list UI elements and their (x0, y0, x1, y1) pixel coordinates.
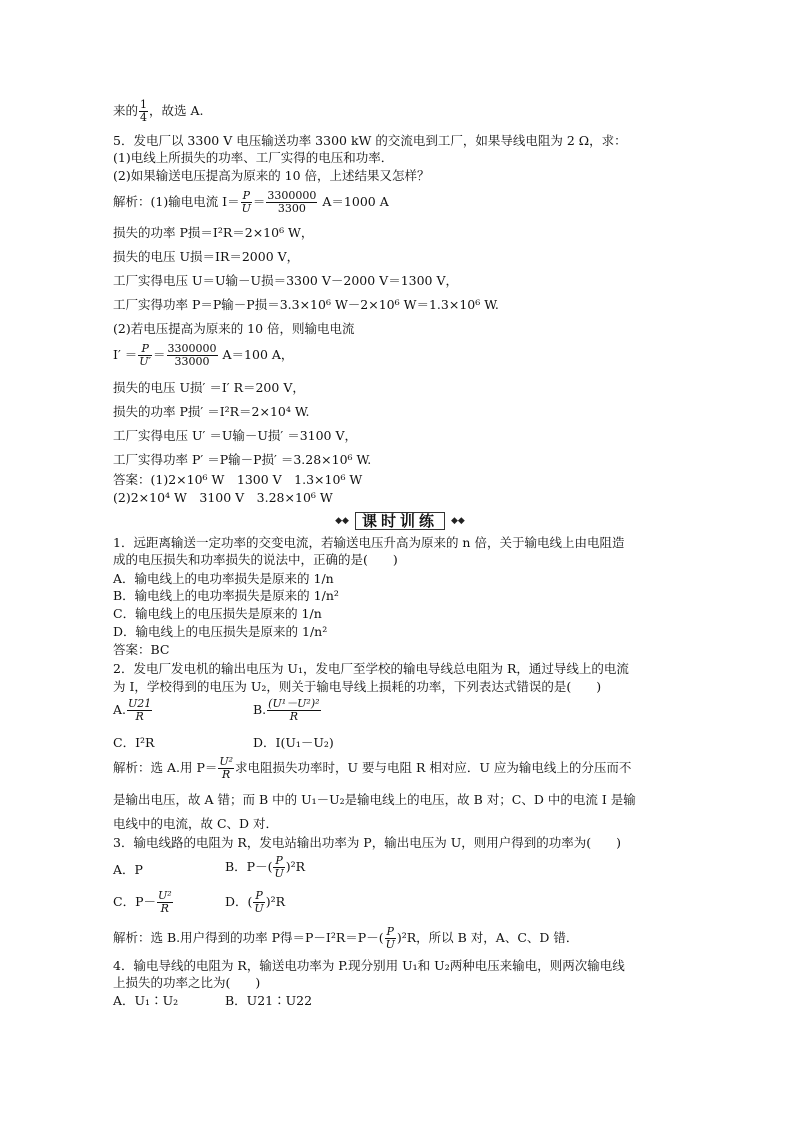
numerator: U21 (128, 697, 152, 710)
fraction (273, 855, 284, 880)
denominator: 3300 (277, 202, 306, 215)
text: )²R，所以 B 对，A、C、D 错． (396, 930, 579, 945)
text: I′ ＝ (113, 347, 138, 362)
fraction (167, 343, 218, 368)
option-a: A．U₁∶U₂ (113, 993, 179, 1008)
solution-line: 工厂实得电压 U＝U输－U损＝3300 V－2000 V＝1300 V， (113, 273, 459, 288)
numerator: (U¹－U²)² (268, 697, 320, 710)
question-1-cont: 成的电压损失和功率损失的说法中，正确的是( ) (113, 552, 398, 567)
text: A＝100 A， (218, 347, 294, 362)
answer-line: (2)2×10⁴ W 3100 V 3.28×10⁶ W (113, 490, 333, 505)
solution-line: 工厂实得电压 U′ ＝U输－U损′ ＝3100 V， (113, 428, 358, 443)
fraction (139, 99, 148, 124)
solution-line: 是输出电压，故 A 错；而 B 中的 U₁－U₂是输电线上的电压，故 B 对；C、D 中的电流 I 是输 (113, 792, 636, 807)
denominator: R (160, 902, 169, 915)
text: ，故选 A. (149, 103, 204, 118)
text: 解析：(1)输电电流 I＝ (113, 194, 240, 209)
fraction (157, 890, 173, 915)
numerator: U² (219, 755, 234, 768)
option-c: C．输电线上的电压损失是原来的 1/n (113, 606, 322, 621)
text: C．P－ (113, 894, 156, 909)
solution-line (113, 756, 631, 781)
numerator: P (242, 189, 250, 202)
denominator: R (135, 710, 144, 723)
text: D．( (225, 894, 253, 909)
numerator: P (275, 854, 283, 867)
options-row (113, 698, 153, 723)
numerator: 1 (140, 98, 148, 111)
options-row (253, 698, 322, 723)
text: 解析：选 A.用 P＝ (113, 760, 218, 775)
fraction (267, 698, 320, 723)
option-c: C．I²R (113, 735, 155, 750)
question-2-cont: 为 I，学校得到的电压为 U₂，则关于输电导线上损耗的功率，下列表达式错误的是( ) (113, 679, 602, 694)
text: ＝ (153, 347, 166, 362)
option-b (225, 855, 305, 880)
option-c (113, 890, 174, 915)
text-line (113, 99, 204, 124)
option-d: D．输电线上的电压损失是原来的 1/n² (113, 624, 328, 639)
option-a: A．输电线上的电功率损失是原来的 1/n (113, 571, 334, 586)
fraction (218, 756, 234, 781)
text: 解析：选 B.用户得到的功率 P得＝P－I²R＝P－( (113, 930, 384, 945)
question-5: 5．发电厂以 3300 V 电压输送功率 3300 kW 的交流电到工厂，如果导线电阻为 2 Ω，求： (113, 133, 627, 148)
denominator: R (222, 768, 231, 781)
question-5-part-2: (2)如果输送电压提高为原来的 10 倍，上述结果又怎样？ (113, 168, 430, 183)
numerator: U² (157, 889, 172, 902)
option-b: B．输电线上的电功率损失是原来的 1/n² (113, 588, 339, 603)
numerator: P (138, 343, 152, 356)
denominator: 33000 (174, 355, 210, 368)
fraction (253, 890, 264, 915)
option-d: D．I(U₁－U₂) (253, 735, 334, 750)
fraction (241, 190, 252, 215)
text: 求电阻损失功率时，U 要与电阻 R 相对应．U 应为输电线上的分压而不 (235, 760, 632, 775)
option-b: B．U21∶U22 (225, 993, 313, 1008)
fraction (127, 698, 152, 723)
text: ＝ (252, 194, 266, 209)
denominator: 4 (140, 111, 148, 124)
question-4-cont: 上损失的功率之比为( ) (113, 975, 261, 990)
solution-line: 损失的电压 U损′ ＝I′ R＝200 V， (113, 380, 305, 395)
denominator: U (241, 202, 251, 215)
numerator: 3300000 (267, 189, 317, 202)
text: A. (113, 702, 127, 717)
solution-line (113, 343, 293, 368)
diamond-ornament-icon: ◆◆ (451, 516, 465, 526)
solution-line: 电线中的电流，故 C、D 对． (113, 816, 279, 831)
denominator: U (385, 938, 395, 951)
section-title: 课时训练 (355, 512, 445, 530)
question-2: 2．发电厂发电机的输出电压为 U₁，发电厂至学校的输电导线总电阻为 R，通过导线上的电流 (113, 661, 629, 676)
question-5-part-1: (1)电线上所损失的功率、工厂实得的电压和功率． (113, 150, 394, 165)
solution-line (113, 190, 389, 215)
solution-line: 损失的电压 U损＝IR＝2000 V， (113, 249, 300, 264)
text: A＝1000 A (318, 194, 389, 209)
text: B. (253, 702, 267, 717)
question-1: 1．远距离输送一定功率的交变电流，若输送电压升高为原来的 n 倍，关于输电线上由电阻造 (113, 535, 625, 550)
solution-line: 损失的功率 P损＝I²R＝2×10⁶ W， (113, 225, 314, 240)
text: )²R (265, 894, 285, 909)
option-a: A．P (113, 862, 143, 877)
fraction (138, 343, 152, 368)
solution-line (113, 926, 578, 951)
option-d (225, 890, 285, 915)
fraction (266, 190, 317, 215)
solution-line: 损失的功率 P损′ ＝I²R＝2×10⁴ W. (113, 404, 310, 419)
denominator: U (254, 902, 264, 915)
text: B．P－( (225, 859, 273, 874)
solution-line: 工厂实得功率 P′ ＝P输－P损′ ＝3.28×10⁶ W. (113, 452, 372, 467)
question-4: 4．输电导线的电阻为 R，输送电功率为 P.现分别用 U₁和 U₂两种电压来输电，则两次输电线 (113, 958, 625, 973)
answer-line: 答案：BC (113, 642, 170, 657)
section-header (310, 512, 490, 530)
answer-line: 答案：(1)2×10⁶ W 1300 V 1.3×10⁶ W (113, 472, 363, 487)
numerator: P (386, 925, 394, 938)
numerator: P (255, 889, 263, 902)
solution-line: (2)若电压提高为原来的 10 倍，则输电电流 (113, 321, 355, 336)
fraction (385, 926, 396, 951)
solution-line: 工厂实得功率 P＝P输－P损＝3.3×10⁶ W－2×10⁶ W＝1.3×10⁶ W. (113, 297, 499, 312)
text: 来的 (113, 103, 139, 118)
denominator: U′ (139, 355, 152, 368)
numerator: 3300000 (167, 342, 217, 355)
text: )²R (285, 859, 306, 874)
denominator: U (274, 867, 284, 880)
question-3: 3．输电线路的电阻为 R，发电站输出功率为 P，输出电压为 U，则用户得到的功率为( ) (113, 835, 621, 850)
denominator: R (289, 710, 298, 723)
diamond-ornament-icon: ◆◆ (335, 516, 349, 526)
